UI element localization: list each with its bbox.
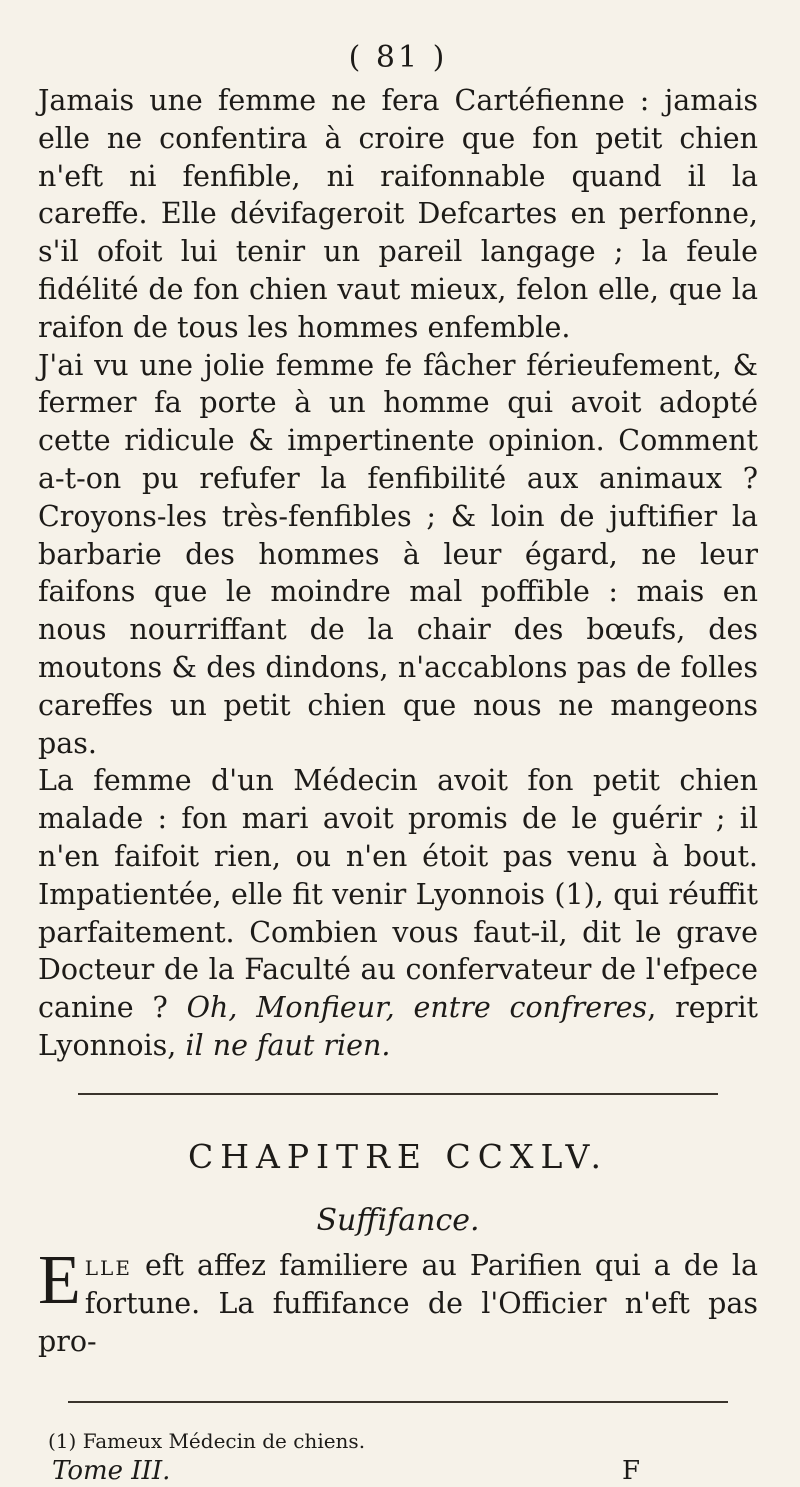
small-caps-word: lle xyxy=(84,1248,132,1282)
paragraph-3 xyxy=(38,762,758,1064)
paragraph-3-italic2: il ne faut rien. xyxy=(185,1028,391,1062)
signature-mark: F xyxy=(621,1455,640,1486)
footnote: (1) Fameux Médecin de chiens. xyxy=(48,1428,366,1453)
chapter-subtitle: Suffifance. xyxy=(316,1202,480,1238)
body-text xyxy=(38,82,758,1065)
page-number: ( 81 ) xyxy=(348,40,448,75)
paragraph-3-part2: , reprit Lyonnois, xyxy=(38,991,759,1062)
chapter-text-body: eft affez familiere au Parifien qui a de la fortune. La fuffifance de l'Officier n'eft pas pro- xyxy=(38,1248,758,1358)
paragraph-3-part1: La femme d'un Médecin avoit fon petit chien malade : fon mari avoit promis de le guérir ; il n'en faifoit rien, ou n'en étoit pas venu à bout. Impatientée, elle fit venir Lyonnois (1), qui réuffit parfaitement. Combien vous faut-il, dit le grave Docteur de la Faculté au confervateur de l'efpece canine ? xyxy=(38,764,758,1025)
paragraph-2: J'ai vu une jolie femme fe fâcher férieufement, & fermer fa porte à un homme qui avoit adopté cette ridicule & impertinente opinion. Comment a-t-on pu refufer la fenfibilité aux animaux ? Croyons-les très-fenfibles ; & loin de juftifier la barbarie des hommes à leur égard, ne leur faifons que le moindre mal poffible : mais en nous nourriffant de la chair des bœufs, des moutons & des dindons, n'accablons pas de folles careffes un petit chien que nous ne mangeons pas. xyxy=(38,348,758,760)
chapter-text xyxy=(38,1241,758,1361)
paragraph-3-italic1: Oh, Monfieur, entre confreres xyxy=(186,991,648,1025)
chapter-title: CHAPITRE CCXLV. xyxy=(187,1136,609,1176)
page-footer xyxy=(52,1455,640,1487)
volume-label: Tome III. xyxy=(52,1455,171,1486)
paragraph-1: Jamais une femme ne fera Cartéfienne : jamais elle ne confentira à croire que fon petit chien n'eft ni fenfible, ni raifonnable quand il la careffe. Elle dévifageroit Defcartes en perfonne, s'il ofoit lui tenir un pareil langage ; la feule fidélité de fon chien vaut mieux, felon elle, que la raifon de tous les hommes enfemble. xyxy=(38,84,758,344)
drop-cap: E xyxy=(38,1241,81,1319)
footnote-divider xyxy=(68,1401,728,1403)
section-divider xyxy=(78,1093,718,1095)
